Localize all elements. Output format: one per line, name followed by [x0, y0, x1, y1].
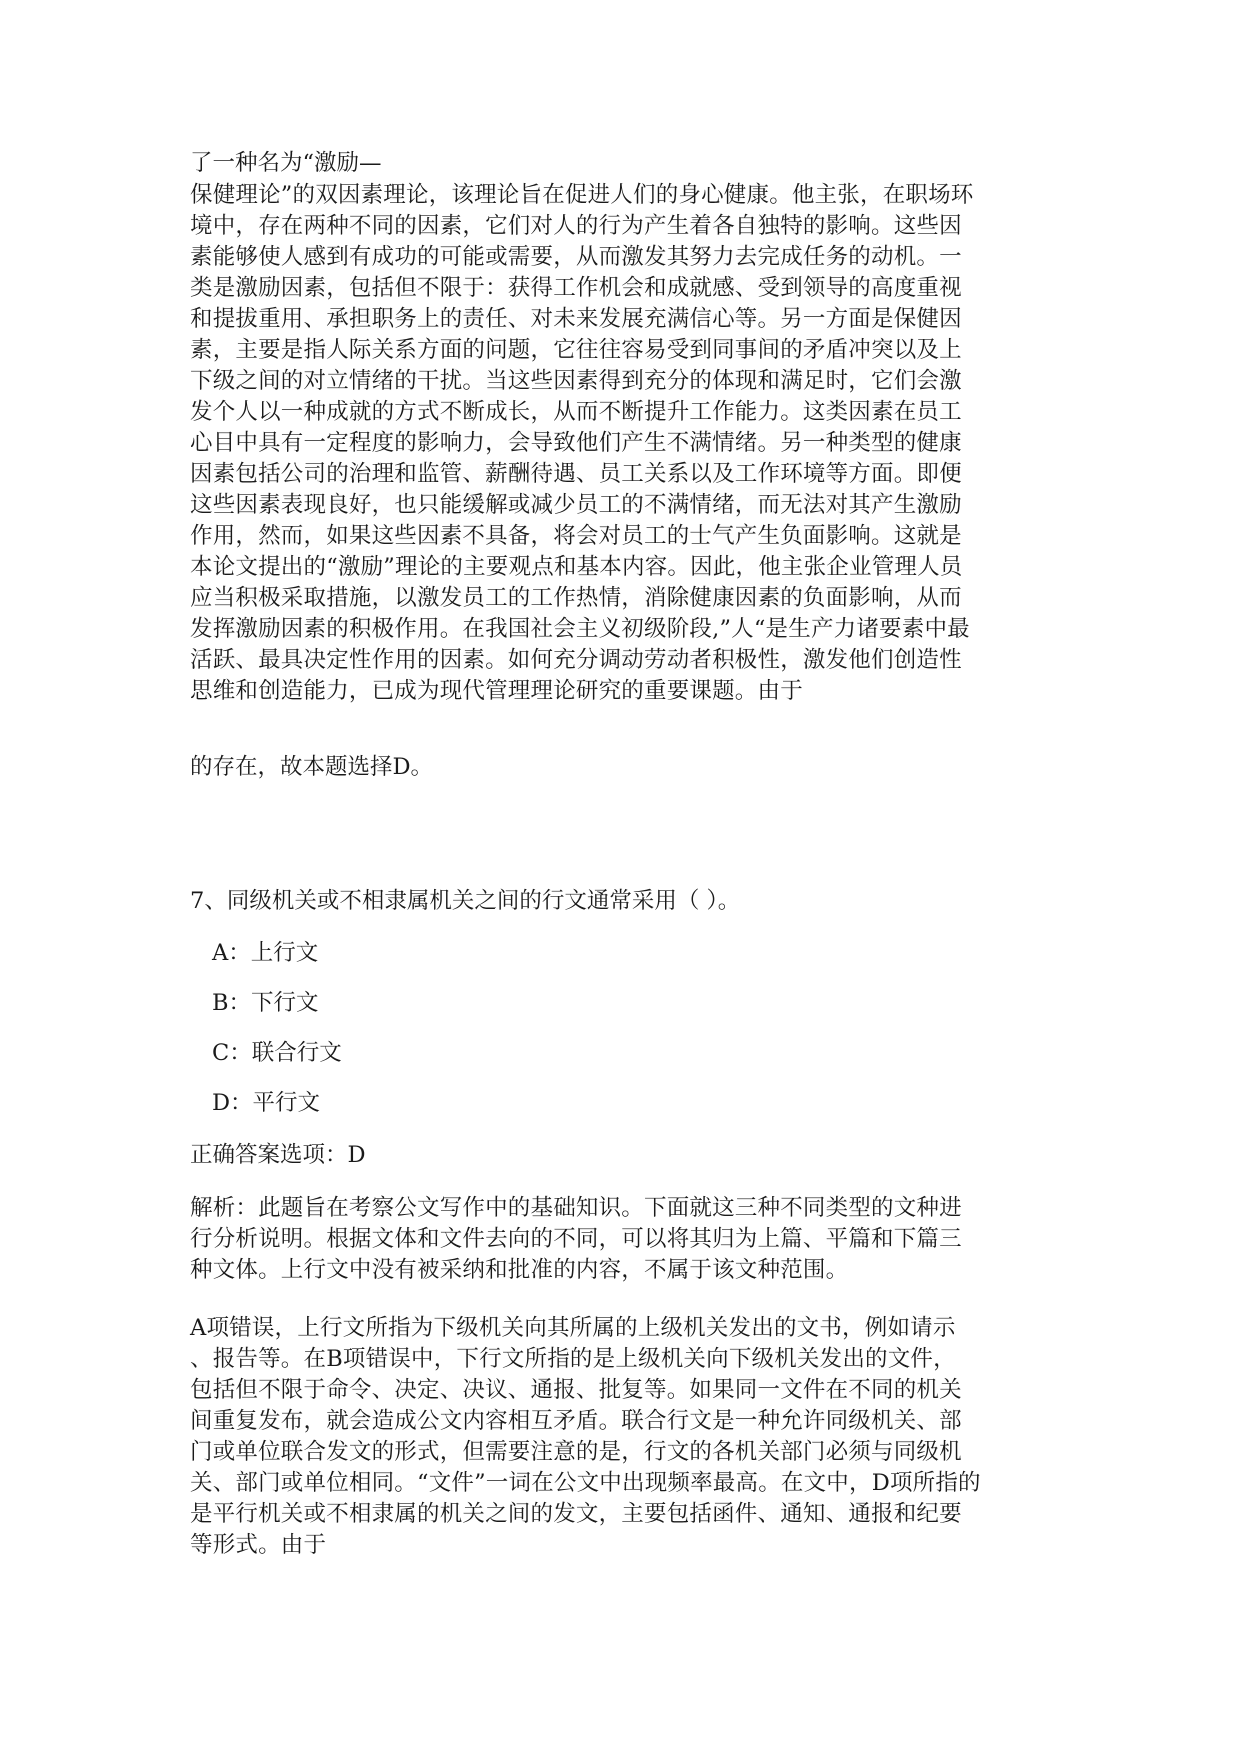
question-stem: 7、同级机关或不相隶属机关之间的行文通常采用（ ）。 — [190, 888, 741, 914]
continuation-paragraph: 保健理论”的双因素理论，该理论旨在促进人们的身心健康。他主张，在职场环 境中，存在两种不同的因素，它们对人的行为产生着各自独特的影响。这些因 素能够使人感到有成功的可能或需要，从而激发其努力去完成任务的动机。一 类是激励因素，包括但不限于：获得工作机会和成就感、受到领导的高度重视 和提拔重用、承担职务上的责任、对未来发展充满信心等。另一方面是保健因 素，主要是指人际关系方面的问题，它往往容易受到同事间的矛盾冲突以及上 下级之间的对立情绪的干扰。当这些因素得到充分的体现和满足时，它们会激 发个人以一种成就的方式不断成长，从而不断提升工作能力。这类因素在员工 心目中具有一定程度的影响力，会导致他们产生不满情绪。另一种类型的健康 因素包括公司的治理和监管、薪酬待遇、员工关系以及工作环境等方面。即便 这些因素表现良好，也只能缓解或减少员工的不满情绪，而无法对其产生激励 作用，然而，如果这些因素不具备，将会对员工的士气产生负面影响。这就是 本论文提出的“激励”理论的主要观点和基本内容。因此，他主张企业管理人员 应当积极采取措施，以激发员工的工作热情，消除健康因素的负面影响，从而 发挥激励因素的积极作用。在我国社会主义初级阶段,”人“是生产力诸要素中最 活跃、最具决定性作用的因素。如何充分调动劳动者积极性，激发他们创造性 思维和创造能力，已成为现代管理理论研究的重要课题。由于 — [190, 182, 974, 704]
option-d: D：平行文 — [212, 1090, 321, 1116]
option-b: B：下行文 — [212, 990, 319, 1016]
continuation-first-line: 了一种名为“激励— — [190, 150, 382, 176]
option-a: A：上行文 — [212, 940, 319, 966]
correct-answer: 正确答案选项：D — [190, 1142, 366, 1168]
analysis-paragraph: 解析：此题旨在考察公文写作中的基础知识。下面就这三种不同类型的文种进 行分析说明。根据文体和文件去向的不同，可以将其归为上篇、平篇和下篇三 种文体。上行文中没有被采纳和批准的内容，不属于该文种范围。 — [190, 1195, 962, 1283]
explanation-paragraph: A项错误，上行文所指为下级机关向其所属的上级机关发出的文书，例如请示 、报告等。在B项错误中，下行文所指的是上级机关向下级机关发出的文件， 包括但不限于命令、决定、决议、通报、批复等。如果同一文件在不同的机关 间重复发布，就会造成公文内容相互矛盾。联合行文是一种允许同级机关、部 门或单位联合发文的形式，但需要注意的是，行文的各机关部门必须与同级机 关、部门或单位相同。“文件”一词在公文中出现频率最高。在文中，D项所指的 是平行机关或不相隶属的机关之间的发文，主要包括函件、通知、通报和纪要 等形式。由于 — [190, 1315, 981, 1558]
option-c: C：联合行文 — [212, 1040, 342, 1066]
continuation-closing: 的存在，故本题选择D。 — [190, 754, 434, 780]
